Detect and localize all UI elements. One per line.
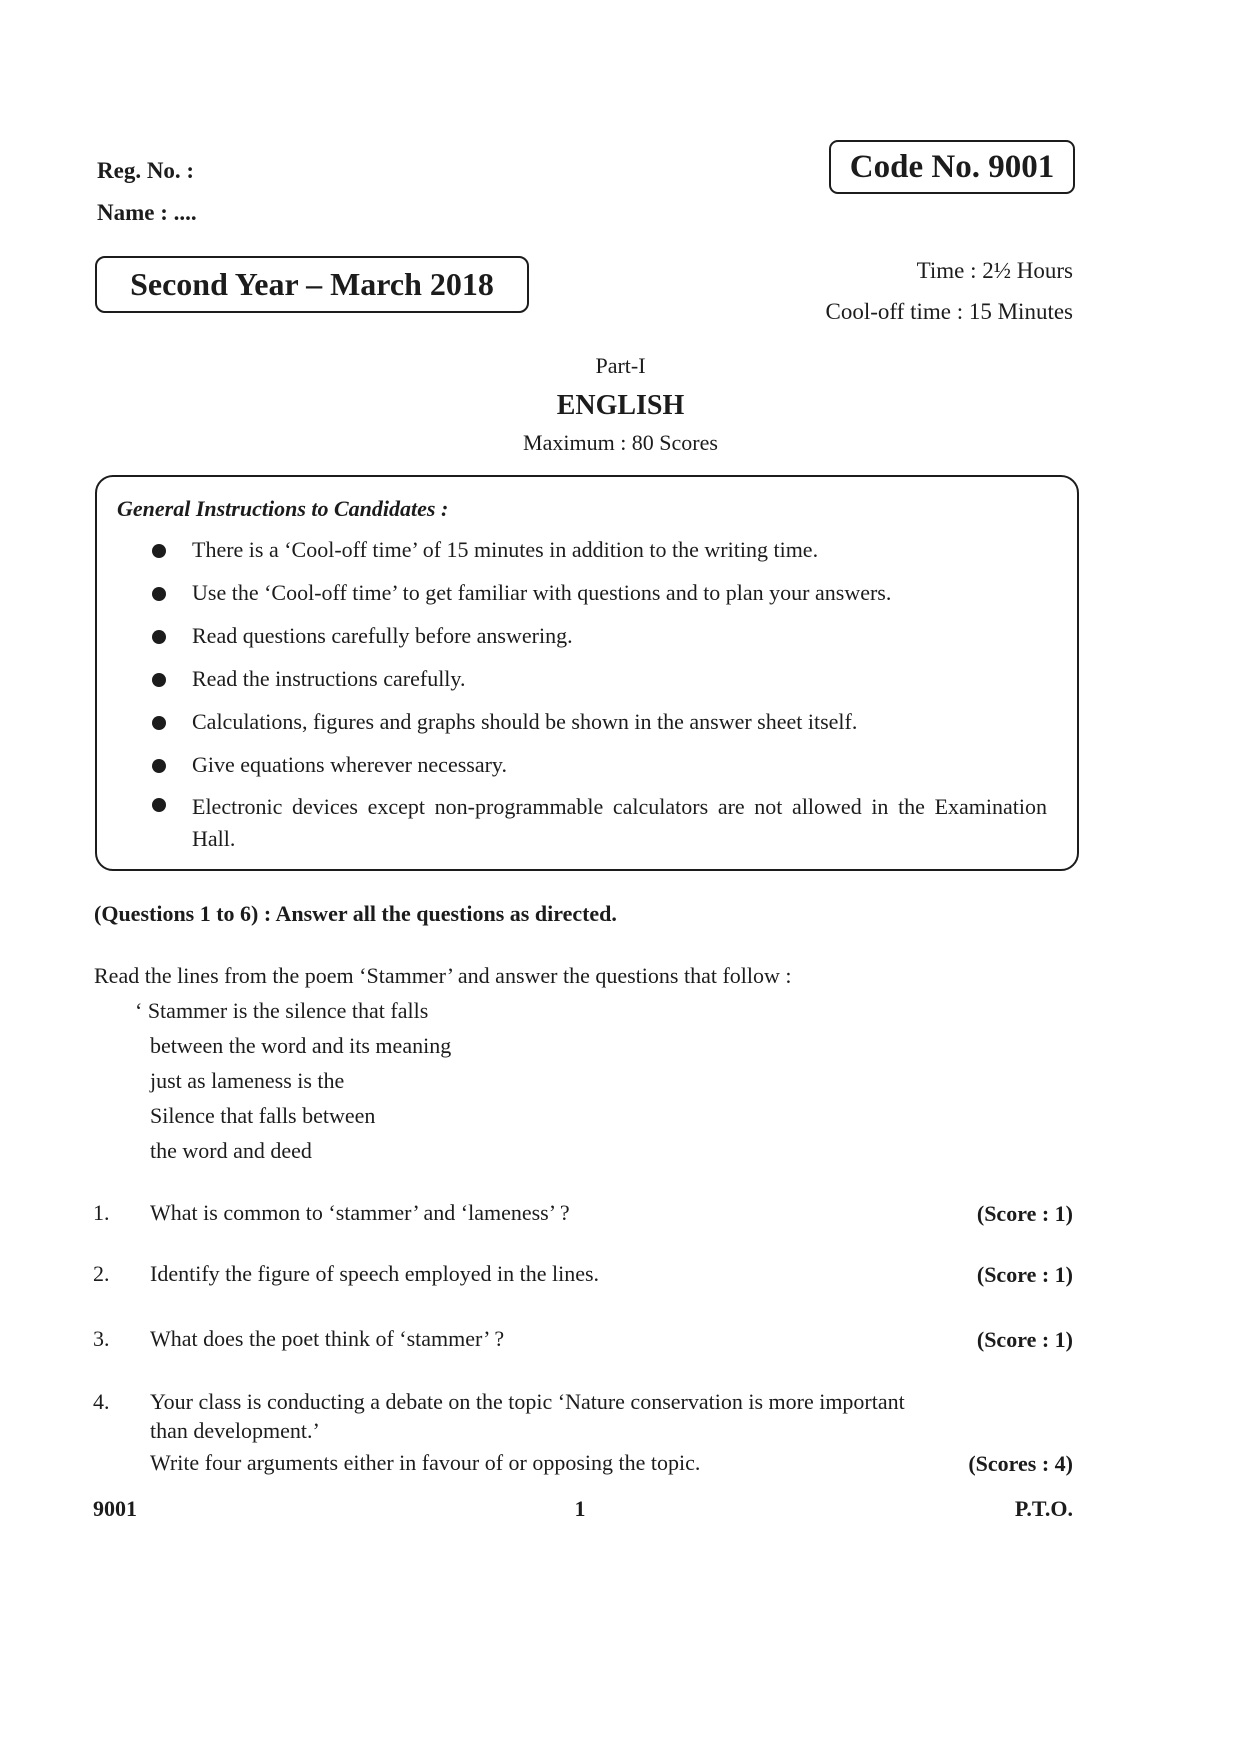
maximum-scores: Maximum : 80 Scores	[523, 430, 718, 455]
question-text: Your class is conducting a debate on the topic ‘Nature conservation is more important	[150, 1389, 905, 1414]
question-score: (Score : 1)	[976, 1327, 1073, 1352]
poem-line: ‘ Stammer is the silence that falls	[135, 998, 429, 1023]
instruction-item: Calculations, figures and graphs should be shown in the answer sheet itself.	[192, 709, 858, 734]
reg-no-label: Reg. No. :	[97, 158, 195, 183]
code-number-box: Code No. 9001	[829, 140, 1075, 194]
part-label: Part-I	[595, 353, 646, 378]
instruction-item: Give equations wherever necessary.	[192, 752, 507, 777]
pto-label: P.T.O.	[1014, 1496, 1073, 1521]
bullet-icon	[152, 759, 166, 773]
instruction-item: There is a ‘Cool-off time’ of 15 minutes in addition to the writing time.	[192, 537, 819, 562]
question-score: (Scores : 4)	[968, 1451, 1073, 1476]
bullet-icon	[152, 630, 166, 644]
question-number: 1.	[93, 1200, 110, 1225]
subject-title: ENGLISH	[556, 390, 685, 421]
bullet-icon	[152, 673, 166, 687]
question-text: Write four arguments either in favour of or opposing the topic.	[150, 1450, 701, 1475]
question-number: 3.	[93, 1326, 110, 1351]
section-heading: (Questions 1 to 6) : Answer all the questions as directed.	[94, 901, 617, 926]
bullet-icon	[152, 798, 166, 812]
bullet-icon	[152, 716, 166, 730]
question-text: Identify the figure of speech employed in the lines.	[150, 1261, 600, 1286]
question-score: (Score : 1)	[976, 1201, 1073, 1226]
poem-line: between the word and its meaning	[150, 1033, 452, 1058]
instructions-title: General Instructions to Candidates :	[117, 496, 449, 521]
footer-code: 9001	[93, 1496, 137, 1521]
bullet-icon	[152, 587, 166, 601]
bullet-icon	[152, 544, 166, 558]
poem-line: the word and deed	[150, 1138, 312, 1163]
question-number: 2.	[93, 1261, 110, 1286]
poem-line: Silence that falls between	[150, 1103, 376, 1128]
instruction-item: Use the ‘Cool-off time’ to get familiar with questions and to plan your answers.	[192, 580, 892, 605]
exam-title-box: Second Year – March 2018	[95, 256, 529, 313]
question-text: What is common to ‘stammer’ and ‘lameness’ ?	[150, 1200, 570, 1225]
page-number: 1	[574, 1496, 586, 1521]
name-label: Name : ....	[97, 200, 197, 225]
instruction-item: Read the instructions carefully.	[192, 666, 466, 691]
question-text: than development.’	[150, 1418, 320, 1443]
cool-off-time: Cool-off time : 15 Minutes	[825, 299, 1073, 324]
poem-line: just as lameness is the	[150, 1068, 345, 1093]
question-score: (Score : 1)	[976, 1262, 1073, 1287]
poem-intro: Read the lines from the poem ‘Stammer’ and answer the questions that follow :	[94, 963, 792, 988]
exam-time: Time : 2½ Hours	[916, 258, 1073, 283]
instruction-item: Electronic devices except non-programmable calculators are not allowed in the Examination Hall.	[192, 794, 1047, 851]
question-text: What does the poet think of ‘stammer’ ?	[150, 1326, 505, 1351]
instruction-item: Read questions carefully before answering.	[192, 623, 573, 648]
question-number: 4.	[93, 1389, 110, 1414]
